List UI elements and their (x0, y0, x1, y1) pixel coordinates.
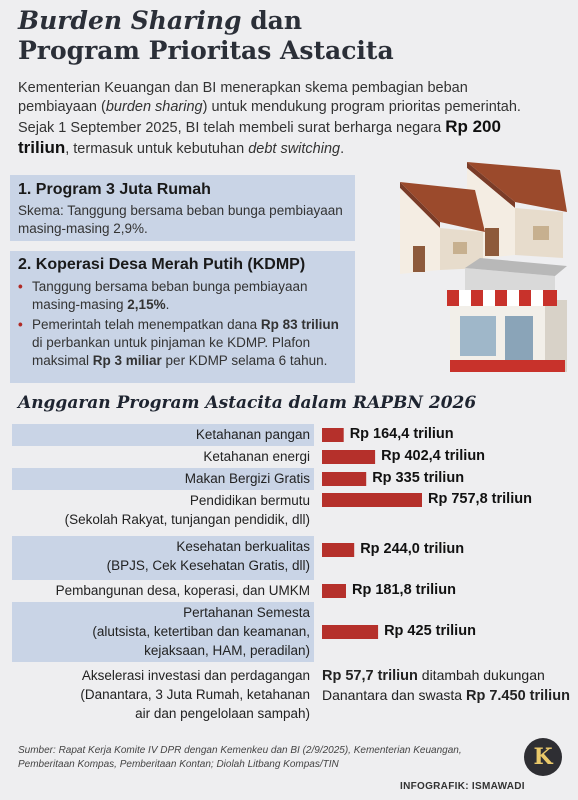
chart-row (0, 536, 578, 580)
title-italic: Burden Sharing (18, 6, 242, 35)
category-label-line: (BPJS, Cek Kesehatan Gratis, dll) (106, 558, 310, 573)
intro-text-1: Kementerian Keuangan dan BI menerapkan skema pembagian beban pembiayaan ( (18, 80, 468, 115)
illustration-houses (355, 150, 575, 390)
footer-line2: Pemberitaan Kompas, Pemberitaan Kontan; Diolah Litbang Kompas/TIN (18, 759, 339, 770)
chart-row (0, 602, 578, 662)
budget-title: Anggaran Program Astacita dalam RAPBN 2026 (18, 393, 477, 413)
intro-paragraph (18, 79, 538, 159)
bar (322, 493, 422, 507)
category-label-line: Pendidikan bermutu (189, 493, 310, 508)
category-label (14, 447, 310, 466)
value-label: Rp 757,8 triliun (428, 491, 532, 507)
value-label: Rp 425 triliun (384, 623, 476, 639)
program2-bullet-2: • Pemerintah telah menempatkan dana Rp 83 triliun di perbankan untuk pinjaman ke KDMP. Plafon maksimal Rp 3 miliar per KDMP selama 6 tahun. (18, 316, 348, 370)
akselerasi-value: Rp 57,7 triliun ditambah dukungan Danantara dan swasta Rp 7.450 triliun (322, 667, 570, 704)
category-label-line: (alutsista, ketertiban dan keamanan, (92, 624, 310, 639)
bar (322, 543, 354, 557)
intro-text-4: . (340, 141, 345, 157)
house-icon-small (400, 182, 485, 274)
program2-bullets (18, 278, 348, 372)
bar-svg (322, 428, 346, 442)
category-label-line: Ketahanan pangan (195, 427, 310, 442)
chart-row (0, 490, 578, 536)
infographic-credit: INFOGRAFIK: ISMAWADI (400, 781, 525, 792)
category-label (14, 491, 310, 529)
bar (322, 625, 378, 639)
category-label-line: Pertahanan Semesta (183, 605, 310, 620)
title-line1-rest: dan (241, 6, 303, 35)
category-label (14, 425, 310, 444)
value-label: Rp 402,4 triliun (381, 448, 486, 464)
akselerasi-label: Akselerasi investasi dan perdagangan (Danantara, 3 Juta Rumah, ketahanan air dan pengelolaan sampah) (80, 668, 310, 721)
bar (322, 584, 346, 598)
category-label-line: Pembangunan desa, koperasi, dan UMKM (55, 583, 310, 598)
title-line2: Program Prioritas Astacita (18, 36, 394, 65)
footer-line1: Sumber: Rapat Kerja Komite IV DPR dengan Kemenkeu dan BI (2/9/2025), Kementerian Keuangan, (18, 745, 462, 756)
category-label (14, 603, 310, 660)
chart-row (0, 424, 578, 446)
intro-amount: Rp 200 triliun (18, 117, 501, 157)
shop-icon (447, 258, 567, 372)
bar-svg (322, 493, 425, 507)
chart-row (0, 446, 578, 468)
kompas-logo: K (524, 738, 562, 776)
intro-em-1: burden sharing (105, 99, 203, 115)
bar (322, 450, 375, 464)
bar-svg (322, 625, 381, 639)
program2-bullet-1: • Tanggung bersama beban bunga pembiayaan masing-masing 2,15%. (18, 278, 348, 314)
category-label (14, 469, 310, 488)
program1-title: 1. Program 3 Juta Rumah (18, 181, 211, 198)
source-footer (18, 744, 518, 772)
bar-svg (322, 472, 369, 486)
chart-row (0, 580, 578, 602)
category-label (14, 581, 310, 600)
chart-row (0, 468, 578, 490)
bar-svg (322, 584, 348, 598)
category-label (14, 537, 310, 575)
bar (322, 472, 366, 486)
program2-title: 2. Koperasi Desa Merah Putih (KDMP) (18, 256, 306, 273)
bar-svg (322, 450, 378, 464)
intro-text-2: ) untuk mendukung program prioritas pemerintah. Sejak 1 September 2025, BI telah membeli surat berharga negara (18, 99, 521, 136)
bar-svg (322, 543, 357, 557)
category-label-line: Kesehatan berkualitas (176, 539, 310, 554)
category-label-line: kejaksaan, HAM, peradilan) (144, 643, 310, 658)
bar (322, 428, 344, 442)
category-label-line: Makan Bergizi Gratis (184, 471, 310, 486)
category-label-line: Ketahanan energi (203, 449, 310, 464)
infographic-title (18, 6, 394, 66)
program1-text: Skema: Tanggung bersama beban bunga pembiayaan masing-masing 2,9%. (18, 203, 343, 236)
value-label: Rp 335 triliun (372, 470, 465, 486)
intro-text-3: , termasuk untuk kebutuhan (65, 141, 249, 157)
value-label: Rp 181,8 triliun (351, 582, 456, 598)
value-label: Rp 164,4 triliun (349, 426, 454, 442)
value-label: Rp 244,0 triliun (360, 541, 465, 557)
category-label-line: (Sekolah Rakyat, tunjangan pendidik, dll) (64, 512, 310, 527)
intro-em-2: debt switching (248, 141, 341, 157)
